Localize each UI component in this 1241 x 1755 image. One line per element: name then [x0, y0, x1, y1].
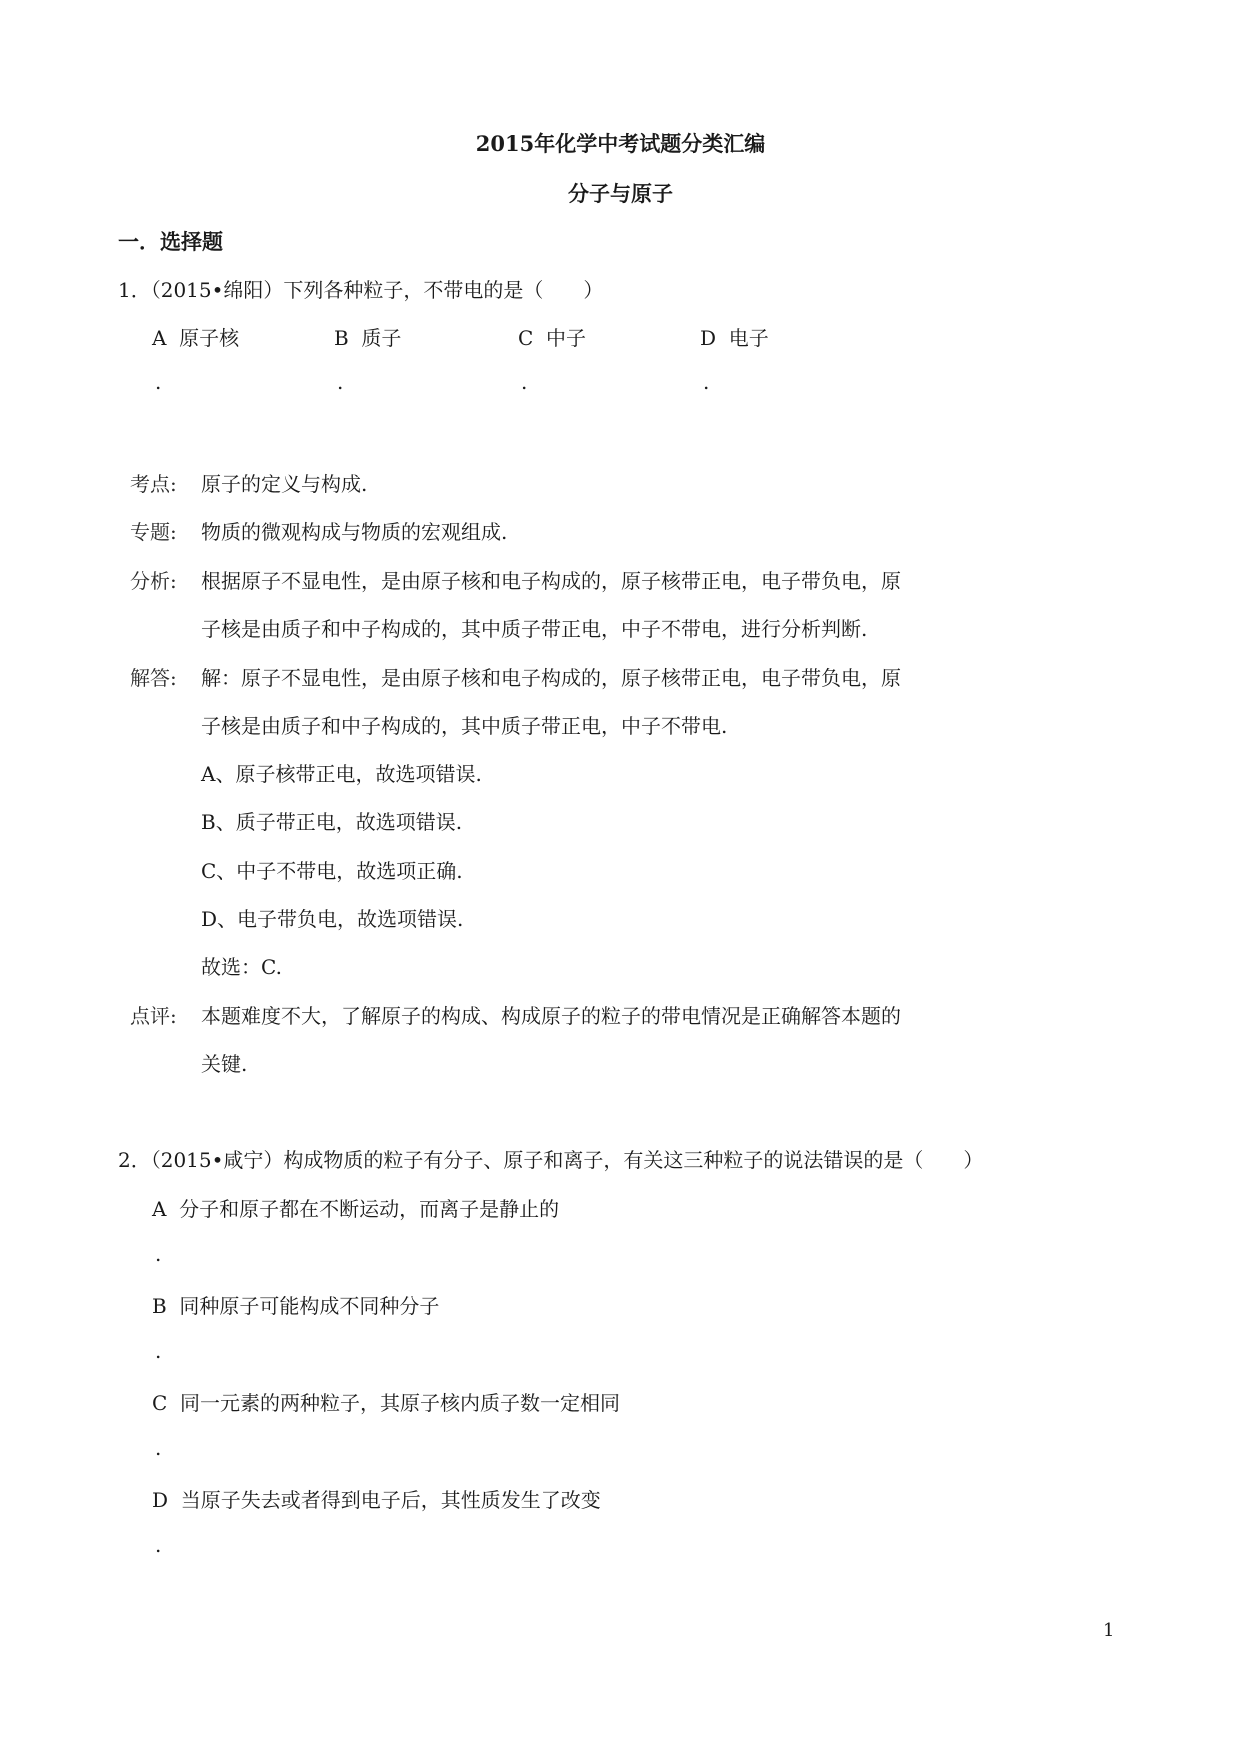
option-text: 当原子失去或者得到电子后，其性质发生了改变	[180, 1488, 601, 1512]
option-letter: D	[700, 326, 717, 350]
zhuanti-text: 物质的微观构成与物质的宏观组成.	[201, 520, 508, 544]
zhuanti-label: 专题:	[130, 520, 177, 544]
option-letter: C	[152, 1391, 168, 1415]
q1-option-c-dot: .	[521, 370, 528, 394]
option-letter: A	[152, 1197, 167, 1221]
page-number: 1	[1103, 1620, 1115, 1641]
q1-option-a-dot: .	[155, 370, 162, 394]
jieda-option-d: D、电子带负电，故选项错误.	[201, 907, 464, 931]
option-letter: A	[152, 326, 167, 350]
section-heading: 一．选择题	[118, 229, 223, 254]
q1-option-d-dot: .	[703, 370, 710, 394]
option-letter: D	[152, 1488, 169, 1512]
option-text: 分子和原子都在不断运动，而离子是静止的	[179, 1197, 560, 1221]
dianping-line-1: 本题难度不大，了解原子的构成、构成原子的粒子的带电情况是正确解答本题的	[201, 1004, 901, 1028]
kaodian-text: 原子的定义与构成.	[201, 472, 368, 496]
jieda-answer: 故选：C.	[201, 955, 282, 979]
dianping-line-2: 关键.	[201, 1052, 248, 1076]
option-text: 原子核	[179, 326, 240, 350]
jieda-line-2: 子核是由质子和中子构成的，其中质子带正电，中子不带电.	[201, 714, 728, 738]
q2-stem: 2．（2015•咸宁）构成物质的粒子有分子、原子和离子，有关这三种粒子的说法错误的是（ ）	[118, 1148, 984, 1172]
option-letter: B	[334, 326, 349, 350]
q2-option-c	[152, 1387, 620, 1416]
q1-option-d	[700, 322, 769, 351]
option-text: 同一元素的两种粒子，其原子核内质子数一定相同	[180, 1391, 621, 1415]
jieda-label: 解答:	[130, 666, 177, 690]
option-text: 质子	[361, 326, 402, 350]
option-letter: B	[152, 1294, 167, 1318]
q2-option-d	[152, 1484, 601, 1513]
jieda-option-a: A、原子核带正电，故选项错误.	[201, 762, 482, 786]
option-text: 同种原子可能构成不同种分子	[179, 1294, 440, 1318]
q2-option-b-dot: .	[155, 1339, 162, 1363]
jieda-option-c: C、中子不带电，故选项正确.	[201, 859, 463, 883]
jieda-option-b: B、质子带正电，故选项错误.	[201, 810, 463, 834]
q2-option-a-dot: .	[155, 1242, 162, 1266]
q2-option-b	[152, 1290, 439, 1319]
option-text: 中子	[546, 326, 587, 350]
q2-option-d-dot: .	[155, 1533, 162, 1557]
q1-option-a	[152, 322, 239, 351]
q1-option-b	[334, 322, 401, 351]
doc-title: 2015年化学中考试题分类汇编	[475, 131, 766, 156]
q1-stem: 1．（2015•绵阳）下列各种粒子，不带电的是（ ）	[118, 278, 604, 302]
q2-option-c-dot: .	[155, 1436, 162, 1460]
fenxi-label: 分析:	[130, 569, 177, 593]
fenxi-line-1: 根据原子不显电性，是由原子核和电子构成的，原子核带正电，电子带负电，原	[201, 569, 901, 593]
fenxi-line-2: 子核是由质子和中子构成的，其中质子带正电，中子不带电，进行分析判断.	[201, 617, 868, 641]
dianping-label: 点评:	[130, 1004, 177, 1028]
option-text: 电子	[728, 326, 769, 350]
kaodian-label: 考点:	[130, 472, 177, 496]
q1-option-c	[518, 322, 586, 351]
jieda-line-1: 解：原子不显电性，是由原子核和电子构成的，原子核带正电，电子带负电，原	[201, 666, 901, 690]
doc-subtitle: 分子与原子	[568, 181, 673, 206]
q2-option-a	[152, 1193, 559, 1222]
q1-option-b-dot: .	[337, 370, 344, 394]
option-letter: C	[518, 326, 534, 350]
